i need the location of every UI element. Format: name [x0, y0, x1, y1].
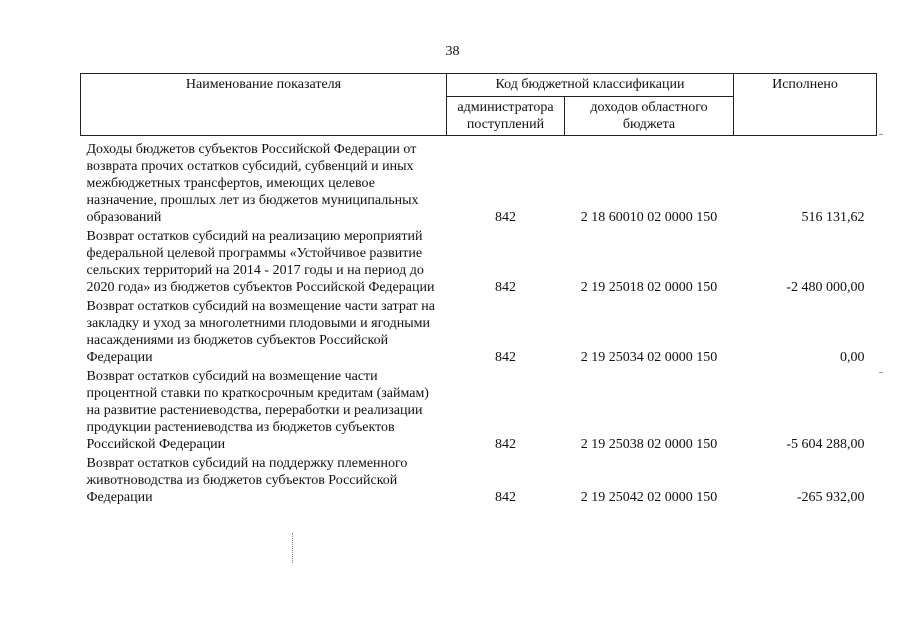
row-admin-code: 842: [495, 437, 516, 452]
row-name: Доходы бюджетов субъектов Российской Федерации от возврата прочих остатков субсидий, субвенций и иных межбюджетных трансфертов, имеющих целевое назначение, прошлых лет из бюджетов муниципальных образований: [86, 142, 419, 225]
table-row: [81, 297, 877, 367]
row-name: Возврат остатков субсидий на возмещение части процентной ставки по краткосрочным кредитам (займам) на развитие растениеводства, переработки и реализации продукции растениеводства из бюджетов субъектов Российской Федерации: [86, 369, 429, 452]
page-number: 38: [445, 44, 460, 59]
header-name: Наименование показателя: [81, 74, 447, 136]
scan-tick: [879, 134, 883, 135]
row-name: Возврат остатков субсидий на реализацию мероприятий федеральной целевой программы «Устойчивое развитие сельских территорий на 2014 - 2017 годы и на период до 2020 года» из бюджетов субъектов Российской Федерации: [86, 229, 435, 295]
budget-table: [80, 73, 877, 507]
row-income-code: 2 19 25018 02 0000 150: [580, 280, 718, 295]
row-admin-code: 842: [495, 490, 516, 505]
row-admin-code: 842: [495, 280, 516, 295]
row-executed: 516 131,62: [801, 210, 865, 225]
table-row: [81, 140, 877, 227]
table-row: [81, 227, 877, 297]
header-executed: Исполнено: [734, 74, 877, 136]
header-code-group: Код бюджетной классификации: [447, 74, 734, 97]
header-admin: администратора поступлений: [447, 97, 565, 136]
row-executed: -2 480 000,00: [786, 280, 865, 295]
table-row: [81, 454, 877, 507]
scan-tick: [879, 372, 883, 373]
header-income: доходов областного бюджета: [565, 97, 734, 136]
row-income-code: 2 19 25042 02 0000 150: [580, 490, 718, 505]
table-row: [81, 367, 877, 454]
row-income-code: 2 19 25038 02 0000 150: [580, 437, 718, 452]
row-income-code: 2 19 25034 02 0000 150: [580, 350, 718, 365]
row-executed: 0,00: [840, 350, 865, 365]
scan-mark: [292, 533, 293, 563]
row-executed: -5 604 288,00: [786, 437, 865, 452]
row-name: Возврат остатков субсидий на возмещение части затрат на закладку и уход за многолетними плодовыми и ягодными насаждениями из бюджетов субъектов Российской Федерации: [86, 299, 435, 365]
row-executed: -265 932,00: [796, 490, 865, 505]
row-admin-code: 842: [495, 210, 516, 225]
row-income-code: 2 18 60010 02 0000 150: [580, 210, 718, 225]
row-admin-code: 842: [495, 350, 516, 365]
row-name: Возврат остатков субсидий на поддержку племенного животноводства из бюджетов субъектов Российской Федерации: [86, 456, 408, 505]
